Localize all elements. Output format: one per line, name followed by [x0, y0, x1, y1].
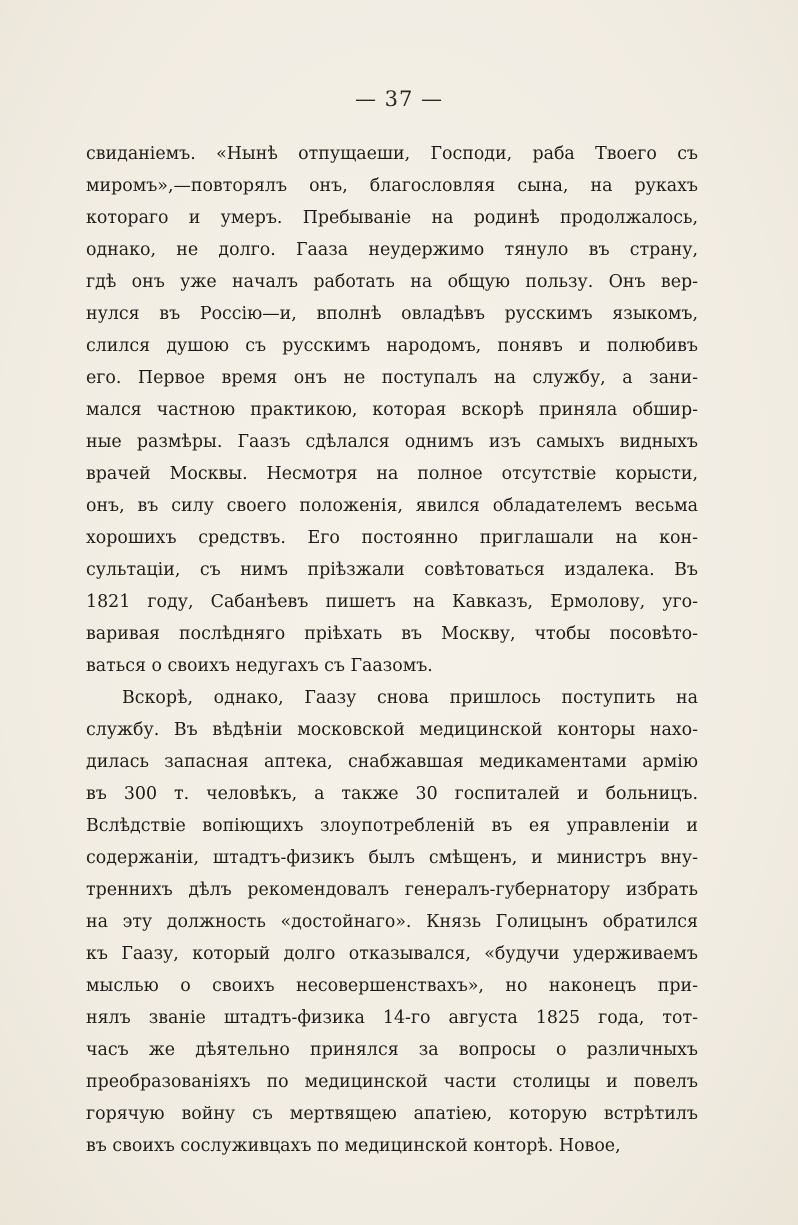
text-line: Вскорѣ, однако, Гаазу снова пришлось поступить на — [122, 688, 698, 708]
body-text — [86, 138, 698, 1162]
text-line: содержаніи, штадтъ-физикъ былъ смѣщенъ, и министръ вну- — [86, 848, 698, 868]
text-line: свиданіемъ. «Нынѣ отпущаеши, Господи, раба Твоего съ — [86, 144, 698, 164]
text-line: хорошихъ средствъ. Его постоянно приглашали на кон- — [86, 528, 698, 548]
paragraph — [86, 682, 698, 1162]
text-line: мыслью о своихъ несовершенствахъ», но наконецъ при- — [86, 976, 698, 996]
text-line: треннихъ дѣлъ рекомендовалъ генералъ-губернатору избрать — [86, 880, 698, 900]
text-line: врачей Москвы. Несмотря на полное отсутствіе корысти, — [86, 464, 698, 484]
text-line: мался частною практикою, которая вскорѣ приняла обшир- — [86, 400, 698, 420]
text-line: дилась запасная аптека, снабжавшая медикаментами армію — [86, 752, 698, 772]
text-line: ные размѣры. Гаазъ сдѣлался однимъ изъ самыхъ видныхъ — [86, 432, 698, 452]
text-line: 1821 году, Сабанѣевъ пишетъ на Кавказъ, Ермолову, уго- — [86, 592, 698, 612]
text-line: на эту должность «достойнаго». Князь Голицынъ обратился — [86, 912, 698, 932]
page-number: — 37 — — [354, 87, 444, 111]
text-line: гдѣ онъ уже началъ работать на общую пользу. Онъ вер- — [86, 272, 698, 292]
text-line: онъ, въ силу своего положенія, явился обладателемъ весьма — [86, 496, 698, 516]
text-line: службу. Въ вѣдѣніи московской медицинской конторы нахо- — [86, 720, 698, 740]
text-line: горячую войну съ мертвящею апатіею, которую встрѣтилъ — [86, 1104, 698, 1124]
text-line: однако, не долго. Гааза неудержимо тянуло въ страну, — [86, 240, 698, 260]
text-line: часъ же дѣятельно принялся за вопросы о различныхъ — [86, 1040, 698, 1060]
text-line: въ своихъ сослуживцахъ по медицинской конторѣ. Новое, — [86, 1136, 621, 1156]
text-line: его. Первое время онъ не поступалъ на службу, а зани- — [86, 368, 698, 388]
text-line: сультаціи, съ нимъ пріѣзжали совѣтоваться издалека. Въ — [86, 560, 698, 580]
text-line: варивая послѣдняго пріѣхать въ Москву, чтобы посовѣто- — [86, 624, 698, 644]
text-line: къ Гаазу, который долго отказывался, «будучи удерживаемъ — [86, 944, 698, 964]
paragraph — [86, 138, 698, 682]
text-line: нулся въ Россію—и, вполнѣ овладѣвъ русскимъ языкомъ, — [86, 304, 698, 324]
text-line: нялъ званіе штадтъ-физика 14-го августа 1825 года, тот- — [86, 1008, 698, 1028]
text-line: слился душою съ русскимъ народомъ, понявъ и полюбивъ — [86, 336, 698, 356]
text-line: Вслѣдствіе вопіющихъ злоупотребленій въ ея управленіи и — [86, 816, 698, 836]
text-line: въ 300 т. человѣкъ, а также 30 госпиталей и больницъ. — [86, 784, 698, 804]
text-line: миромъ»,—повторялъ онъ, благословляя сына, на рукахъ — [86, 176, 698, 196]
text-line: преобразованіяхъ по медицинской части столицы и повелъ — [86, 1072, 698, 1092]
text-line: котораго и умеръ. Пребываніе на родинѣ продолжалось, — [86, 208, 698, 228]
text-line: ваться о своихъ недугахъ съ Гаазомъ. — [86, 656, 433, 676]
